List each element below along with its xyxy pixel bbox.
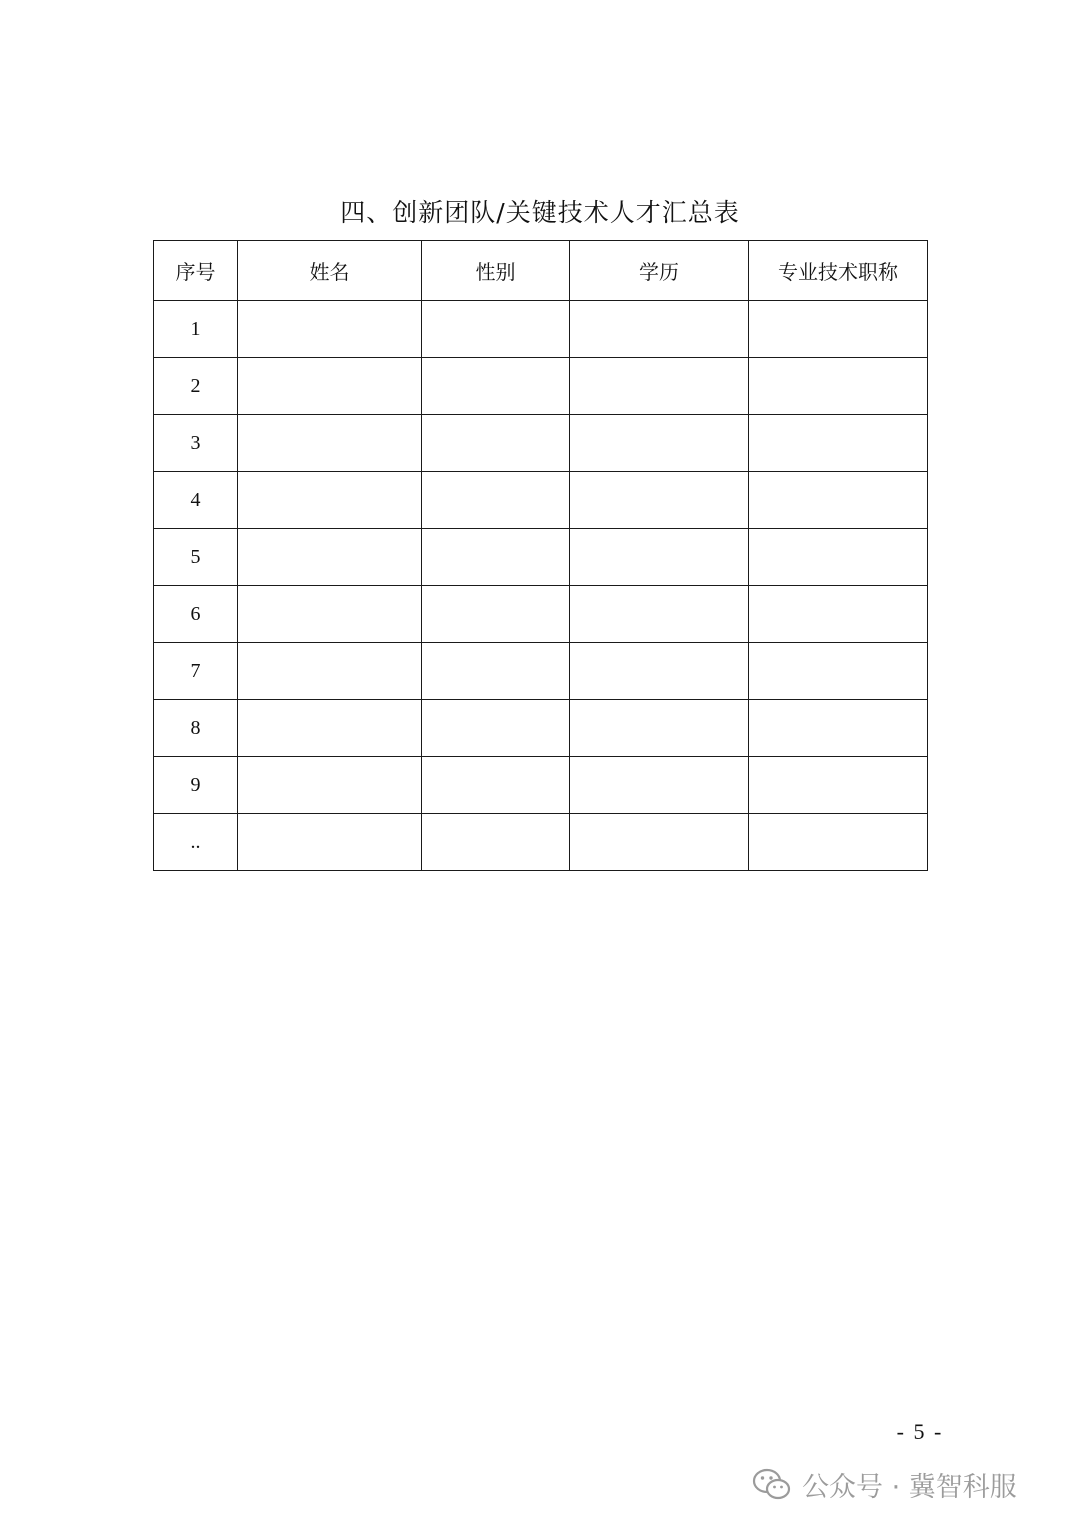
watermark (752, 1462, 1017, 1506)
cell-education (570, 301, 749, 358)
table-row (154, 643, 928, 700)
cell-index: 6 (154, 586, 238, 643)
cell-gender (422, 814, 570, 871)
cell-title (749, 700, 928, 757)
table-row (154, 529, 928, 586)
table-row (154, 358, 928, 415)
cell-title (749, 586, 928, 643)
table-row (154, 301, 928, 358)
table-row (154, 757, 928, 814)
table-row (154, 415, 928, 472)
page-title: 四、创新团队/关键技术人才汇总表 (340, 198, 740, 227)
cell-name (238, 814, 422, 871)
cell-name (238, 586, 422, 643)
cell-name (238, 643, 422, 700)
cell-index: 7 (154, 643, 238, 700)
cell-education (570, 529, 749, 586)
cell-title (749, 472, 928, 529)
cell-name (238, 358, 422, 415)
cell-title (749, 358, 928, 415)
header-cell-name: 姓名 (238, 241, 422, 301)
cell-education (570, 472, 749, 529)
cell-gender (422, 643, 570, 700)
cell-gender (422, 757, 570, 814)
cell-gender (422, 415, 570, 472)
cell-title (749, 814, 928, 871)
cell-index: 9 (154, 757, 238, 814)
cell-index: 8 (154, 700, 238, 757)
cell-gender (422, 700, 570, 757)
cell-education (570, 814, 749, 871)
table-row (154, 472, 928, 529)
cell-name (238, 415, 422, 472)
cell-education (570, 586, 749, 643)
page-number: - 5 - (896, 1419, 944, 1444)
table-row (154, 814, 928, 871)
wechat-icon (752, 1467, 792, 1501)
cell-index: 5 (154, 529, 238, 586)
table-row (154, 586, 928, 643)
cell-title (749, 757, 928, 814)
cell-index: 1 (154, 301, 238, 358)
cell-education (570, 358, 749, 415)
cell-index: .. (154, 814, 238, 871)
watermark-text: 公众号 · 冀智科服 (802, 1471, 1017, 1503)
cell-name (238, 529, 422, 586)
cell-title (749, 643, 928, 700)
cell-title (749, 529, 928, 586)
cell-gender (422, 301, 570, 358)
header-cell-gender: 性别 (422, 241, 570, 301)
table-header-row (154, 241, 928, 301)
table-body (154, 301, 928, 871)
cell-name (238, 700, 422, 757)
cell-gender (422, 529, 570, 586)
cell-index: 3 (154, 415, 238, 472)
cell-name (238, 757, 422, 814)
header-cell-education: 学历 (570, 241, 749, 301)
cell-index: 4 (154, 472, 238, 529)
cell-education (570, 757, 749, 814)
cell-education (570, 415, 749, 472)
header-cell-index: 序号 (154, 241, 238, 301)
table-row (154, 700, 928, 757)
cell-name (238, 301, 422, 358)
cell-title (749, 415, 928, 472)
cell-index: 2 (154, 358, 238, 415)
cell-name (238, 472, 422, 529)
summary-table (153, 240, 928, 871)
cell-education (570, 643, 749, 700)
cell-title (749, 301, 928, 358)
cell-education (570, 700, 749, 757)
cell-gender (422, 358, 570, 415)
cell-gender (422, 586, 570, 643)
header-cell-title: 专业技术职称 (749, 241, 928, 301)
cell-gender (422, 472, 570, 529)
